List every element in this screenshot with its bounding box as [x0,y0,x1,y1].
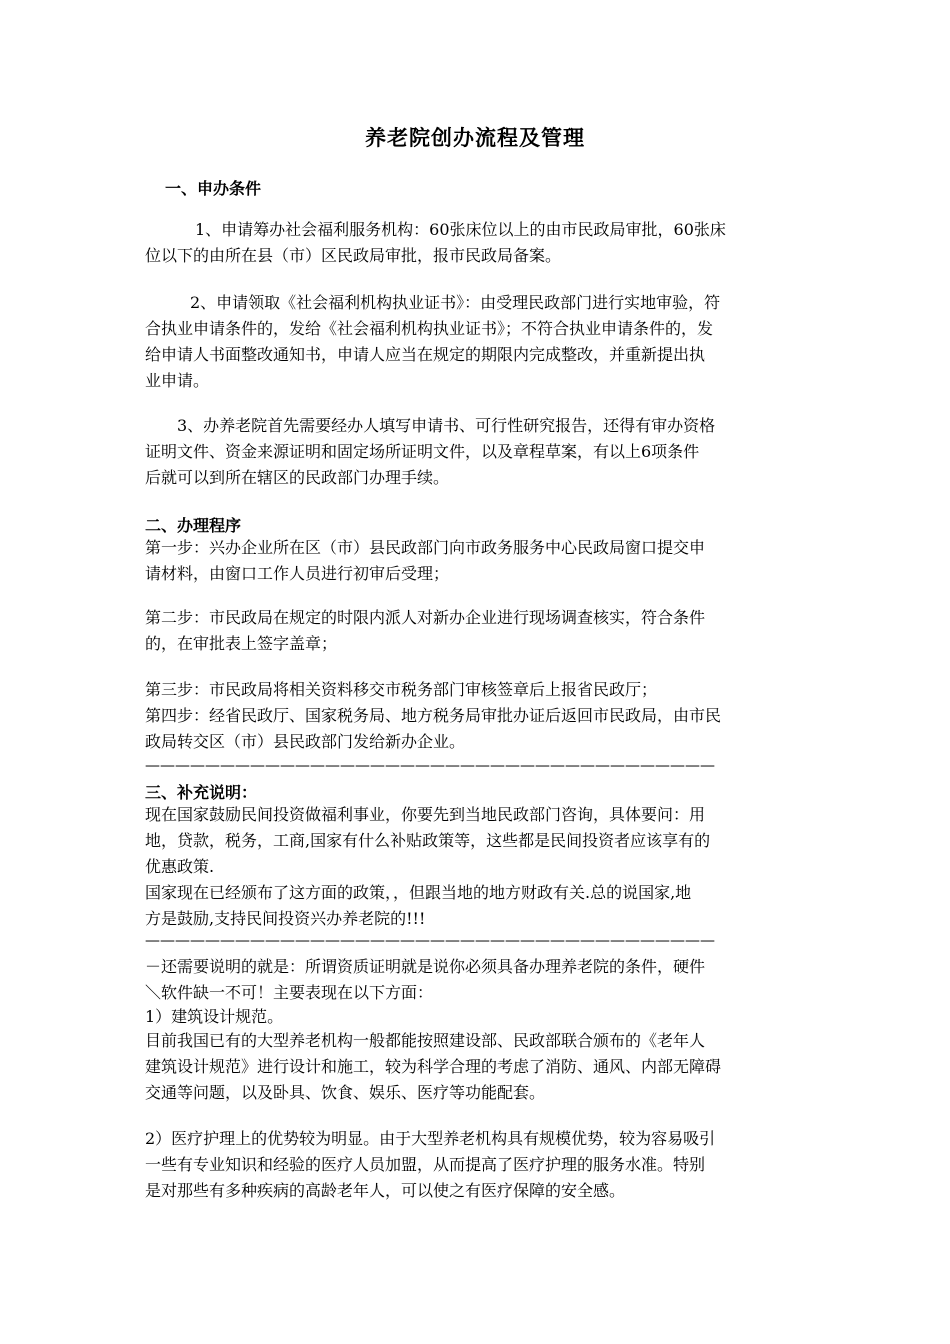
paragraph-line: 1、申请筹办社会福利服务机构：60张床位以上的由市民政局审批，60张床 [195,220,726,239]
step-line: 第四步：经省民政厅、国家税务局、地方税务局审批办证后返回市民政局，由市民 [145,706,722,725]
paragraph-line: 优惠政策. [145,857,215,876]
paragraph-line: ＼软件缺一不可！主要表现在以下方面： [145,983,434,1002]
paragraph-line: 一些有专业知识和经验的医疗人员加盟，从而提高了医疗护理的服务水准。特别 [145,1155,706,1174]
paragraph-line: 国家现在已经颁布了这方面的政策，，但跟当地的地方财政有关.总的说国家,地 [145,883,692,902]
paragraph-line: 合执业申请条件的，发给《社会福利机构执业证书》；不符合执业申请条件的，发 [145,319,714,338]
step-line: 第二步：市民政局在规定的时限内派人对新办企业进行现场调查核实，符合条件 [145,608,706,627]
document-title: 养老院创办流程及管理 [365,125,585,150]
section-heading-notes: 三、补充说明： [145,783,258,802]
paragraph-line: 方是鼓励,支持民间投资兴办养老院的!!! [145,909,426,928]
section-heading-procedure: 二、办理程序 [145,516,242,535]
paragraph-line: 建筑设计规范》进行设计和施工，较为科学合理的考虑了消防、通风、内部无障碍 [145,1057,722,1076]
divider-line: —————————————————————————————————————— [145,931,715,949]
step-line: 请材料，由窗口工作人员进行初审后受理； [145,564,450,583]
step-line: 第一步：兴办企业所在区（市）县民政部门向市政务服务中心民政局窗口提交申 [145,538,706,557]
paragraph-line: －还需要说明的就是：所谓资质证明就是说你必须具备办理养老院的条件，硬件 [145,957,706,976]
paragraph-line: 现在国家鼓励民间投资做福利事业，你要先到当地民政部门咨询，具体要问：用 [145,805,706,824]
list-item-title: 1）建筑设计规范。 [145,1007,284,1026]
paragraph-line: 证明文件、资金来源证明和固定场所证明文件，以及章程草案，有以上6项条件 [145,442,700,461]
paragraph-line: 2）医疗护理上的优势较为明显。由于大型养老机构具有规模优势，较为容易吸引 [145,1129,716,1148]
paragraph-line: 目前我国已有的大型养老机构一般都能按照建设部、民政部联合颁布的《老年人 [145,1031,706,1050]
divider-line: —————————————————————————————————————— [145,756,715,774]
paragraph-line: 业申请。 [145,371,210,390]
paragraph-line: 位以下的由所在县（市）区民政局审批，报市民政局备案。 [145,246,562,265]
paragraph-line: 3、办养老院首先需要经办人填写申请书、可行性研究报告，还得有审办资格 [177,416,716,435]
paragraph-line: 给申请人书面整改通知书，申请人应当在规定的期限内完成整改，并重新提出执 [145,345,706,364]
paragraph-line: 交通等问题，以及卧具、饮食、娱乐、医疗等功能配套。 [145,1083,546,1102]
paragraph-line: 2、申请领取《社会福利机构执业证书》：由受理民政部门进行实地审验，符 [190,293,721,312]
section-heading-conditions: 一、申办条件 [165,179,262,198]
paragraph-line: 是对那些有多种疾病的高龄老年人，可以使之有医疗保障的安全感。 [145,1181,626,1200]
step-line: 政局转交区（市）县民政部门发给新办企业。 [145,732,466,751]
paragraph-line: 地，贷款，税务，工商,国家有什么补贴政策等，这些都是民间投资者应该享有的 [145,831,711,850]
step-line: 的，在审批表上签字盖章； [145,634,338,653]
step-line: 第三步：市民政局将相关资料移交市税务部门审核签章后上报省民政厅； [145,680,658,699]
paragraph-line: 后就可以到所在辖区的民政部门办理手续。 [145,468,450,487]
